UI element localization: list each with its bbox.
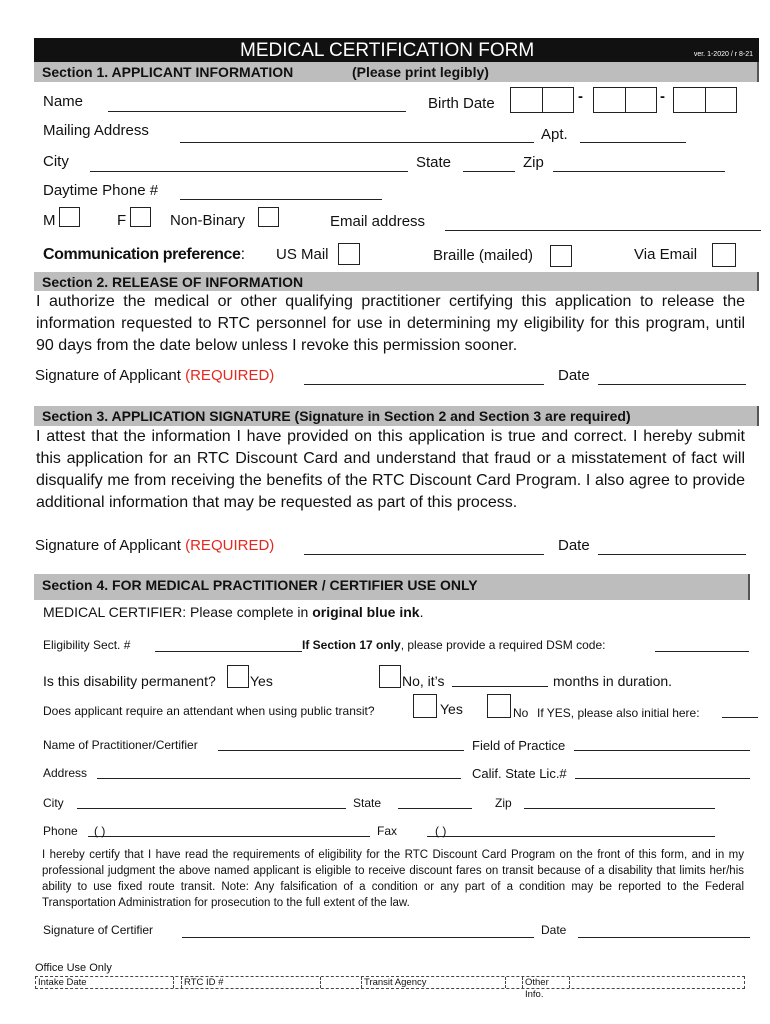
gender-m-label: M <box>43 212 56 229</box>
section2-heading: Section 2. RELEASE OF INFORMATION <box>42 274 304 290</box>
eligibility-label: Eligibility Sect. # <box>43 638 131 652</box>
gender-nonbinary-label: Non-Binary <box>170 212 246 229</box>
name-label: Name <box>43 93 84 110</box>
section3-signature-field[interactable] <box>304 554 544 555</box>
section2-signature-label: Signature of Applicant (REQUIRED) <box>35 367 275 384</box>
section3-bar <box>34 406 759 426</box>
gender-nonbinary-checkbox[interactable] <box>258 207 279 227</box>
zip-field[interactable] <box>553 171 725 172</box>
name-field[interactable] <box>108 111 406 112</box>
attendant-yes-checkbox[interactable] <box>413 694 437 718</box>
cert-phone-field[interactable] <box>88 836 370 837</box>
form-header <box>34 38 759 62</box>
daytime-phone-label: Daytime Phone # <box>43 182 159 199</box>
cert-fax-paren: ( ) <box>435 824 447 838</box>
cert-city-label: City <box>43 796 64 810</box>
certifier-date-field[interactable] <box>578 937 750 938</box>
birth-date-label: Birth Date <box>428 95 495 112</box>
permanent-yes-label: Yes <box>250 673 273 689</box>
section2-signature-field[interactable] <box>304 384 544 385</box>
cert-city-field[interactable] <box>77 808 346 809</box>
apt-field[interactable] <box>580 142 686 143</box>
us-mail-checkbox[interactable] <box>338 243 360 265</box>
certifier-signature-field[interactable] <box>182 937 534 938</box>
section4-heading: Section 4. FOR MEDICAL PRACTITIONER / CERTIFIER USE ONLY <box>42 577 478 593</box>
cert-state-field[interactable] <box>398 808 472 809</box>
birth-dash-1: - <box>578 88 583 105</box>
city-field[interactable] <box>90 171 408 172</box>
section3-signature-label: Signature of Applicant (REQUIRED) <box>35 537 275 554</box>
initial-label: If YES, please also initial here: <box>537 706 700 720</box>
email-label: Email address <box>330 213 426 230</box>
cert-phone-label: Phone <box>43 824 78 838</box>
section3-text: I attest that the information I have provided on this application is true and correct. I hereby submit this application for an RTC Discount Card and understand that fraud or a misstatement of fact will disqualify me from receiving the benefits of the RTC Discount Card Program. I also agree to provide additional information that may be requested as part of this process. <box>36 428 745 511</box>
office-agency-cell <box>361 977 506 988</box>
certification-statement: I hereby certify that I have read the requirements of eligibility for the RTC Discount Card Program on the front of this form, and in my professional judgment the above named applicant is eligible to receive discount fares on transit because of a disability that limits her/his ability to use fixed route transit. Note: Any falsification of a condition or any part of a condition may be reported to the Federal Transportation Administration for prosecution to the full extent of the law. <box>42 849 744 909</box>
version-label: ver. 1-2020 / r 8-21 <box>693 51 753 58</box>
office-intake-label: Intake Date <box>38 977 87 988</box>
zip-label: Zip <box>523 154 544 171</box>
license-field[interactable] <box>575 778 750 779</box>
braille-checkbox[interactable] <box>550 245 572 267</box>
practitioner-name-field[interactable] <box>218 750 464 751</box>
permanent-no-label: No, it’s <box>402 673 445 689</box>
field-of-practice-label: Field of Practice <box>472 738 566 753</box>
permanent-no-checkbox[interactable] <box>379 665 401 688</box>
attendant-question: Does applicant require an attendant when using public transit? <box>43 704 375 718</box>
field-of-practice-field[interactable] <box>574 750 750 751</box>
office-agency-label: Transit Agency <box>364 977 427 988</box>
section1-note: (Please print legibly) <box>352 64 489 80</box>
cert-phone-paren: ( ) <box>94 824 106 838</box>
permanent-question: Is this disability permanent? <box>43 673 216 689</box>
address-label: Address <box>43 766 88 780</box>
section2-date-label: Date <box>558 367 590 384</box>
gender-f-checkbox[interactable] <box>130 207 151 227</box>
cert-state-label: State <box>353 796 382 810</box>
cert-zip-label: Zip <box>495 796 512 810</box>
office-use-label: Office Use Only <box>35 962 112 974</box>
cert-zip-field[interactable] <box>524 808 715 809</box>
office-intake-cell <box>36 977 174 988</box>
certifier-date-label: Date <box>541 923 567 937</box>
us-mail-label: US Mail <box>276 246 329 263</box>
section3-date-label: Date <box>558 537 590 554</box>
email-field[interactable] <box>445 230 761 231</box>
months-label: months in duration. <box>553 673 673 689</box>
office-rtc-id-cell <box>181 977 321 988</box>
cert-fax-field[interactable] <box>427 836 715 837</box>
license-label: Calif. State Lic.# <box>472 766 567 781</box>
office-use-row <box>35 976 745 1000</box>
section4-bar <box>34 574 750 600</box>
attendant-yes-label: Yes <box>440 701 463 717</box>
office-other-cell <box>522 977 570 1000</box>
gender-f-label: F <box>117 212 127 229</box>
state-field[interactable] <box>463 171 515 172</box>
section3-date-field[interactable] <box>598 554 746 555</box>
mailing-address-label: Mailing Address <box>43 122 149 139</box>
section2-text: I authorize the medical or other qualifying practitioner certifying this application to release the information requested to RTC personnel for use in determining my eligibility for this program, until 90 days from the date below unless I revoke this permission sooner. <box>36 293 745 354</box>
gender-m-checkbox[interactable] <box>59 207 80 227</box>
daytime-phone-field[interactable] <box>180 199 382 200</box>
via-email-label: Via Email <box>634 246 698 263</box>
mailing-address-field[interactable] <box>180 142 534 143</box>
state-label: State <box>416 154 452 171</box>
section1-heading: Section 1. APPLICANT INFORMATION <box>42 64 294 80</box>
cert-fax-label: Fax <box>377 824 398 838</box>
practitioner-name-label: Name of Practitioner/Certifier <box>43 738 198 752</box>
section1-bar <box>34 62 759 82</box>
dsm-code-field[interactable] <box>655 651 749 652</box>
certifier-instructions: MEDICAL CERTIFIER: Please complete in original blue ink. <box>43 604 424 620</box>
address-field[interactable] <box>97 778 461 779</box>
braille-label: Braille (mailed) <box>433 247 534 264</box>
attendant-no-checkbox[interactable] <box>487 694 511 718</box>
form-title: MEDICAL CERTIFICATION FORM <box>240 40 535 61</box>
apt-label: Apt. <box>541 126 568 143</box>
office-rtc-id-label: RTC ID # <box>184 977 224 988</box>
months-duration-field[interactable] <box>452 686 548 687</box>
certifier-signature-label: Signature of Certifier <box>43 923 154 937</box>
section2-date-field[interactable] <box>598 384 746 385</box>
permanent-yes-checkbox[interactable] <box>227 665 249 688</box>
attendant-no-label: No <box>513 706 529 720</box>
eligibility-field[interactable] <box>155 651 302 652</box>
section3-heading: Section 3. APPLICATION SIGNATURE (Signature in Section 2 and Section 3 are required) <box>42 408 631 424</box>
via-email-checkbox[interactable] <box>712 243 736 267</box>
section2-bar <box>34 272 759 291</box>
office-other-label: Other Info. <box>525 977 549 1000</box>
initial-field[interactable] <box>722 717 758 718</box>
city-label: City <box>43 153 69 170</box>
birth-dash-2: - <box>660 88 665 105</box>
section17-note: If Section 17 only, please provide a required DSM code: <box>302 638 606 652</box>
comm-pref-label: Communication preference: <box>43 246 246 263</box>
